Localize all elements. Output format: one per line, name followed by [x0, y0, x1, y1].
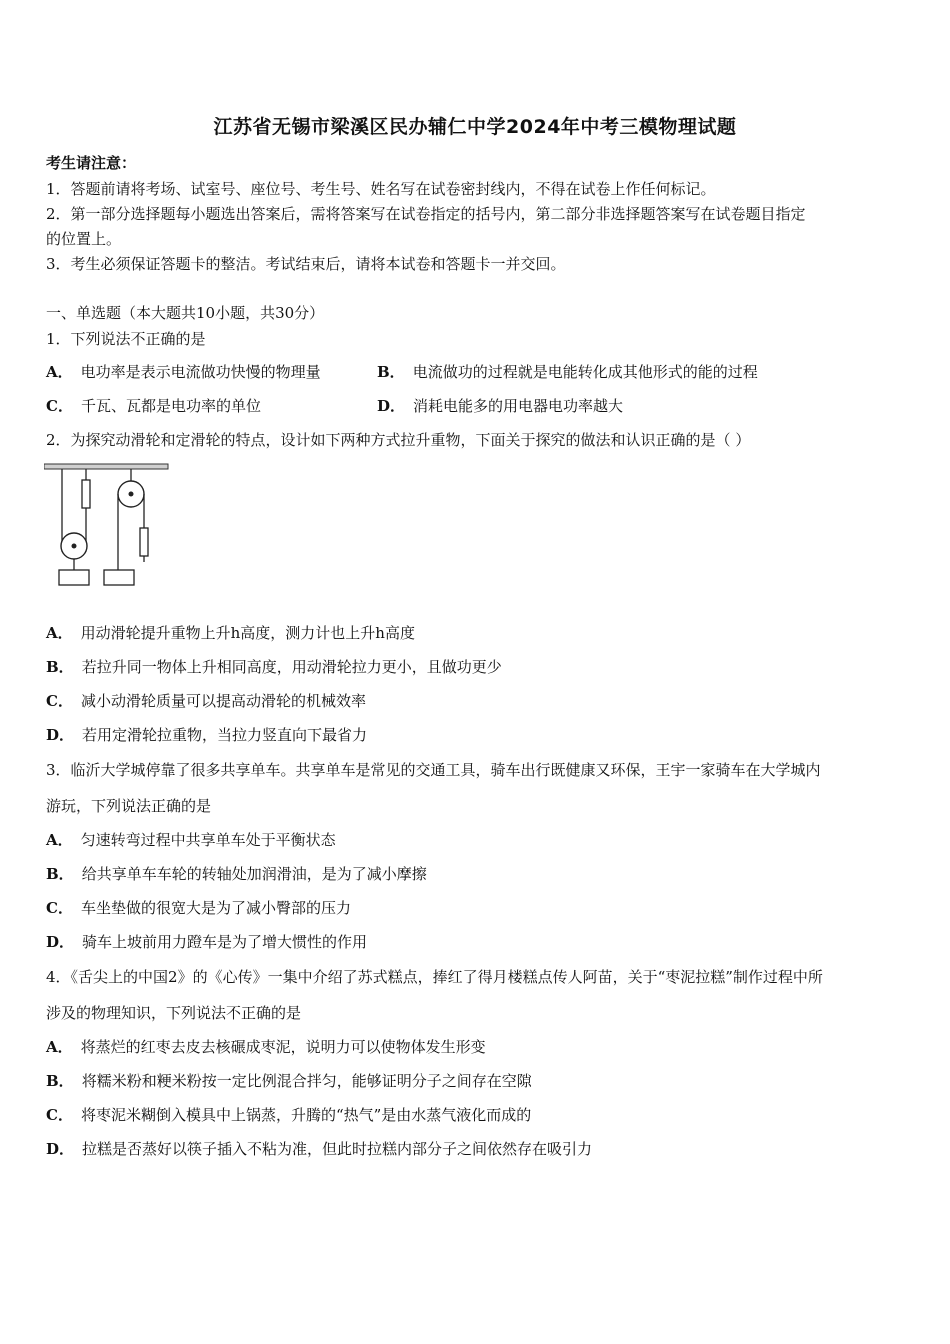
- spring-scale-left: [82, 480, 90, 508]
- option-text: 千瓦、瓦都是电功率的单位: [80, 397, 261, 415]
- option-text: 电流做功的过程就是电能转化成其他形式的能的过程: [412, 363, 758, 381]
- spring-scale-right: [140, 528, 148, 556]
- option-text: 电功率是表示电流做功快慢的物理量: [80, 363, 321, 381]
- q2-option-c[interactable]: [46, 690, 366, 711]
- option-letter: A．: [46, 363, 73, 381]
- q3-stem-cont: 游玩，下列说法正确的是: [46, 797, 212, 815]
- section-heading: 一、单选题（本大题共10小题，共30分）: [46, 304, 325, 322]
- notice-item-2-cont: 的位置上。: [46, 230, 122, 248]
- q2-option-a[interactable]: [46, 622, 415, 643]
- notice-item-3: 3．考生必须保证答题卡的整洁。考试结束后，请将本试卷和答题卡一并交回。: [46, 255, 566, 273]
- page-title: 江苏省无锡市梁溪区民办辅仁中学2024年中考三模物理试题: [213, 116, 737, 138]
- q1-option-d[interactable]: [377, 395, 623, 416]
- option-text: 拉糕是否蒸好以筷子插入不粘为准，但此时拉糕内部分子之间依然存在吸引力: [82, 1140, 593, 1158]
- option-letter: C．: [46, 397, 73, 415]
- q1-option-a[interactable]: [46, 361, 321, 382]
- option-text: 将枣泥米糊倒入模具中上锅蒸，升腾的“热气”是由水蒸气液化而成的: [80, 1106, 532, 1124]
- option-letter: D．: [377, 397, 406, 415]
- option-letter: A．: [46, 831, 73, 849]
- q2-stem: 2．为探究动滑轮和定滑轮的特点，设计如下两种方式拉升重物，下面关于探究的做法和认识正确的是（ ）: [46, 431, 751, 449]
- pulley-diagram: [44, 458, 174, 594]
- weight-right: [104, 570, 134, 585]
- option-text: 将糯米粉和粳米粉按一定比例混合拌匀，能够证明分子之间存在空隙: [81, 1072, 532, 1090]
- q3-option-c[interactable]: [46, 897, 351, 918]
- option-letter: D．: [46, 1140, 75, 1158]
- option-text: 匀速转弯过程中共享单车处于平衡状态: [80, 831, 336, 849]
- q3-option-d[interactable]: [46, 931, 367, 952]
- q4-stem-cont: 涉及的物理知识，下列说法不正确的是: [46, 1004, 302, 1022]
- q4-stem: 4．《舌尖上的中国2》的《心传》一集中介绍了苏式糕点，捧红了得月楼糕点传人阿苗，关于“枣泥拉糕”制作过程中所: [46, 968, 823, 986]
- q3-option-b[interactable]: [46, 863, 427, 884]
- option-letter: C．: [46, 1106, 73, 1124]
- option-letter: D．: [46, 726, 75, 744]
- weight-left: [59, 570, 89, 585]
- q1-option-c[interactable]: [46, 395, 261, 416]
- q1-stem: 1．下列说法不正确的是: [46, 330, 206, 348]
- q1-option-b[interactable]: [377, 361, 758, 382]
- option-text: 若拉升同一物体上升相同高度，用动滑轮拉力更小，且做功更少: [81, 658, 502, 676]
- option-letter: C．: [46, 692, 73, 710]
- q4-option-d[interactable]: [46, 1138, 592, 1159]
- option-text: 给共享单车车轮的转轴处加润滑油，是为了减小摩擦: [81, 865, 427, 883]
- q2-option-b[interactable]: [46, 656, 502, 677]
- ceiling-beam: [44, 464, 168, 469]
- option-letter: A．: [46, 1038, 73, 1056]
- option-text: 车坐垫做的很宽大是为了减小臀部的压力: [80, 899, 351, 917]
- option-text: 减小动滑轮质量可以提高动滑轮的机械效率: [80, 692, 366, 710]
- option-letter: B．: [46, 658, 74, 676]
- notice-item-2: 2．第一部分选择题每小题选出答案后，需将答案写在试卷指定的括号内，第二部分非选择题答案写在试卷题目指定: [46, 205, 806, 223]
- option-letter: A．: [46, 624, 73, 642]
- option-text: 骑车上坡前用力蹬车是为了增大惯性的作用: [82, 933, 368, 951]
- option-letter: D．: [46, 933, 75, 951]
- option-text: 将蒸烂的红枣去皮去核碾成枣泥，说明力可以使物体发生形变: [80, 1038, 486, 1056]
- option-letter: B．: [377, 363, 405, 381]
- q4-option-c[interactable]: [46, 1104, 531, 1125]
- option-letter: B．: [46, 865, 74, 883]
- q3-stem: 3．临沂大学城停靠了很多共享单车。共享单车是常见的交通工具，骑车出行既健康又环保，王宇一家骑车在大学城内: [46, 761, 821, 779]
- q4-option-b[interactable]: [46, 1070, 532, 1091]
- option-text: 用动滑轮提升重物上升h高度，测力计也上升h高度: [80, 624, 415, 642]
- q3-option-a[interactable]: [46, 829, 336, 850]
- option-text: 若用定滑轮拉重物，当拉力竖直向下最省力: [82, 726, 368, 744]
- notice-heading: 考生请注意：: [46, 154, 137, 172]
- option-text: 消耗电能多的用电器电功率越大: [413, 397, 624, 415]
- q4-option-a[interactable]: [46, 1036, 486, 1057]
- q2-option-d[interactable]: [46, 724, 367, 745]
- option-letter: C．: [46, 899, 73, 917]
- notice-item-1: 1．答题前请将考场、试室号、座位号、考生号、姓名写在试卷密封线内，不得在试卷上作任何标记。: [46, 180, 716, 198]
- option-letter: B．: [46, 1072, 74, 1090]
